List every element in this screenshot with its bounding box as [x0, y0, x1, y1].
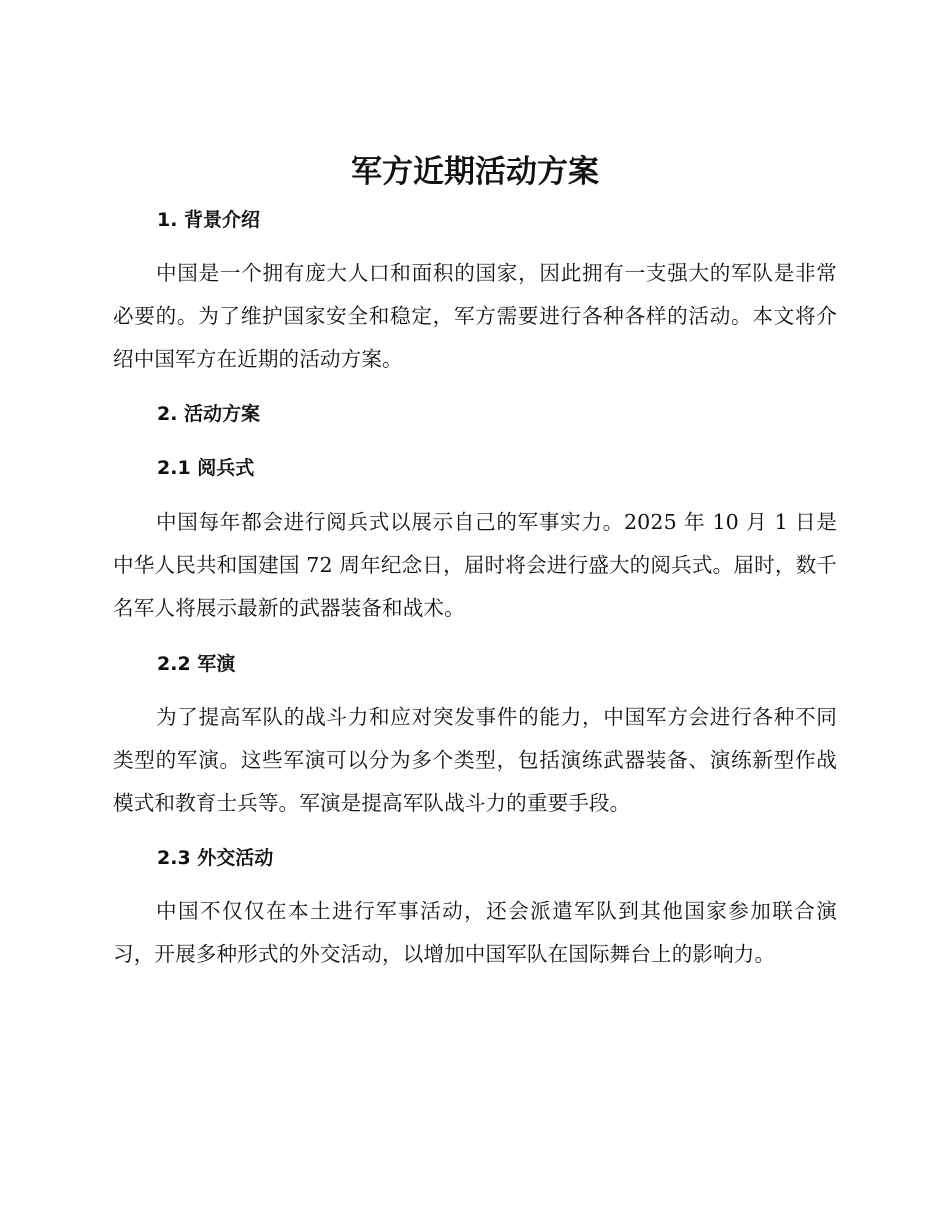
section-heading-diplomacy: 2.3 外交活动 — [157, 847, 274, 869]
paragraph-parade: 中国每年都会进行阅兵式以展示自己的军事实力。2025 年 10 月 1 日是中华人民共和国建国 72 周年纪念日，届时将会进行盛大的阅兵式。届时，数千名军人将展示最新的武器装备和战术。 — [113, 510, 837, 620]
paragraph-diplomacy: 中国不仅仅在本土进行军事活动，还会派遣军队到其他国家参加联合演习，开展多种形式的外交活动，以增加中国军队在国际舞台上的影响力。 — [113, 899, 837, 966]
page-title: 军方近期活动方案 — [351, 154, 599, 190]
section-heading-exercise: 2.2 军演 — [157, 653, 236, 675]
section-heading-plan: 2. 活动方案 — [157, 403, 261, 425]
paragraph-background: 中国是一个拥有庞大人口和面积的国家，因此拥有一支强大的军队是非常必要的。为了维护国家安全和稳定，军方需要进行各种各样的活动。本文将介绍中国军方在近期的活动方案。 — [113, 261, 837, 371]
section-heading-parade: 2.1 阅兵式 — [157, 457, 255, 479]
section-heading-background: 1. 背景介绍 — [157, 209, 261, 231]
paragraph-exercise: 为了提高军队的战斗力和应对突发事件的能力，中国军方会进行各种不同类型的军演。这些军演可以分为多个类型，包括演练武器装备、演练新型作战模式和教育士兵等。军演是提高军队战斗力的重要手段。 — [113, 705, 837, 815]
